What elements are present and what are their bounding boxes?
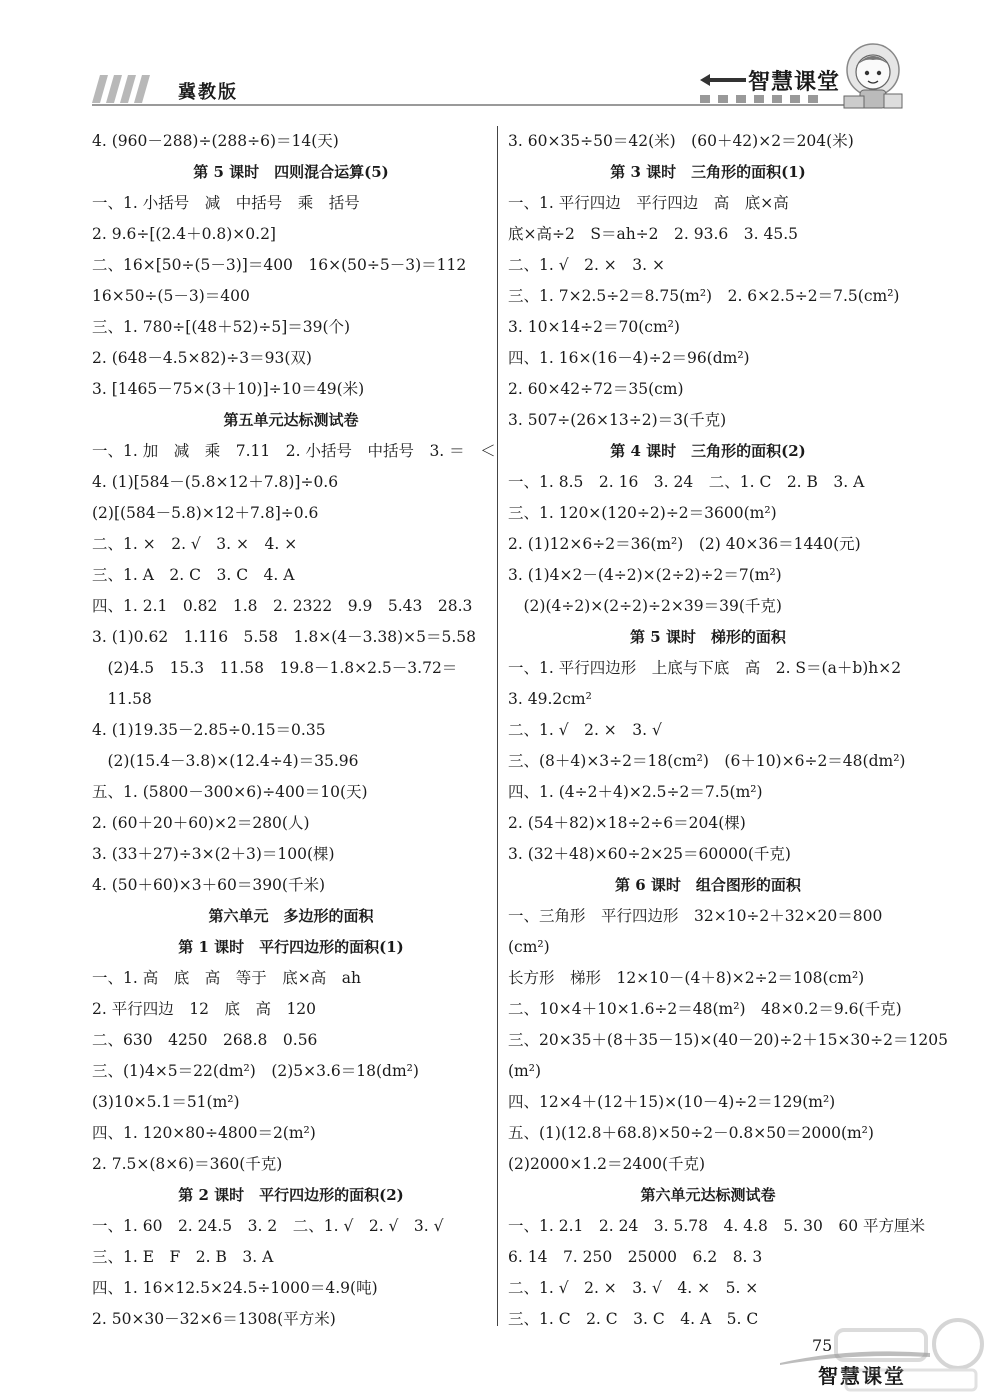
right-section-heading: 第 4 课时 三角形的面积(2) — [610, 442, 806, 460]
right-answer-line: 三、1. C 2. C 3. C 4. A 5. C — [508, 1310, 759, 1328]
right-answer-line: 三、20×35＋(8＋35－15)×(40－20)÷2＋15×30÷2＝1205 — [508, 1031, 948, 1049]
left-answer-line: 二、1. × 2. √ 3. × 4. × — [92, 535, 298, 553]
right-answer-line: 一、1. 2.1 2. 24 3. 5.78 4. 4.8 5. 30 60 平方厘米 — [508, 1217, 925, 1235]
left-answer-line: 四、1. 16×12.5×24.5÷1000＝4.9(吨) — [92, 1279, 378, 1297]
left-answer-line: 三、1. E F 2. B 3. A — [92, 1248, 274, 1266]
right-answer-line: 三、1. 7×2.5÷2＝8.75(m²) 2. 6×2.5÷2＝7.5(cm²) — [508, 287, 900, 305]
left-answer-line: 4. (1)[584－(5.8×12＋7.8)]÷0.6 — [92, 473, 339, 491]
right-answer-line: 2. 60×42÷72＝35(cm) — [508, 380, 684, 398]
left-answer-line: 2. (648－4.5×82)÷3＝93(双) — [92, 349, 312, 367]
left-answer-line: 一、1. 小括号 减 中括号 乘 括号 — [92, 194, 360, 212]
right-answer-line: 一、1. 平行四边形 上底与下底 高 2. S＝(a＋b)h×2 — [508, 659, 902, 677]
right-answer-line: 3. 49.2cm² — [508, 690, 592, 708]
left-section-heading: 第 1 课时 平行四边形的面积(1) — [178, 938, 404, 956]
left-answer-line: 二、16×[50÷(5－3)]＝400 16×(50÷5－3)＝112 — [92, 256, 467, 274]
right-answer-line: 四、12×4＋(12＋15)×(10－4)÷2＝129(m²) — [508, 1093, 836, 1111]
left-answer-line: 2. 50×30－32×6＝1308(平方米) — [92, 1310, 336, 1328]
right-answer-line: 二、1. √ 2. × 3. × — [508, 256, 665, 274]
left-answer-line: 三、1. A 2. C 3. C 4. A — [92, 566, 295, 584]
right-section-heading: 第六单元达标测试卷 — [640, 1186, 776, 1204]
right-answer-line: 一、1. 8.5 2. 16 3. 24 二、1. C 2. B 3. A — [508, 473, 865, 491]
right-answer-line: 四、1. (4÷2＋4)×2.5÷2＝7.5(m²) — [508, 783, 763, 801]
right-answer-column — [508, 126, 948, 1335]
right-answer-line: 四、1. 16×(16－4)÷2＝96(dm²) — [508, 349, 750, 367]
right-answer-line: (m²) — [508, 1062, 542, 1080]
page-header — [0, 0, 1000, 118]
left-answer-line: 4. (50＋60)×3＋60＝390(千米) — [92, 876, 326, 894]
right-answer-line: 3. 10×14÷2＝70(cm²) — [508, 318, 680, 336]
right-answer-line: 一、1. 平行四边 平行四边 高 底×高 — [508, 194, 789, 212]
brand-title: 智慧课堂 — [748, 69, 841, 95]
right-answer-line: 二、1. √ 2. × 3. √ 4. × 5. × — [508, 1279, 759, 1297]
right-answer-line: 3. 507÷(26×13÷2)＝3(千克) — [508, 411, 727, 429]
right-answer-line: (2)2000×1.2＝2400(千克) — [508, 1155, 706, 1173]
left-section-heading: 第五单元达标测试卷 — [223, 411, 359, 429]
left-answer-line: (2)[(584－5.8)×12＋7.8]÷0.6 — [92, 504, 319, 522]
arrow-left-icon — [700, 73, 746, 87]
watermark-stamp-icon — [826, 1300, 986, 1396]
left-answer-line: 一、1. 60 2. 24.5 3. 2 二、1. √ 2. √ 3. √ — [92, 1217, 444, 1235]
right-answer-line: 五、(1)(12.8＋68.8)×50÷2－0.8×50＝2000(m²) — [508, 1124, 874, 1142]
left-answer-line: 2. 9.6÷[(2.4＋0.8)×0.2] — [92, 225, 276, 243]
left-answer-line: 2. 平行四边 12 底 高 120 — [92, 1000, 317, 1018]
left-answer-line: 4. (960－288)÷(288÷6)＝14(天) — [92, 132, 339, 150]
right-answer-line: 三、1. 120×(120÷2)÷2＝3600(m²) — [508, 504, 777, 522]
stripes-decoration-icon — [92, 75, 162, 105]
left-answer-line: 3. [1465－75×(3＋10)]÷10＝49(米) — [92, 380, 365, 398]
left-section-heading: 第 2 课时 平行四边形的面积(2) — [178, 1186, 404, 1204]
left-answer-line: 四、1. 120×80÷4800＝2(m²) — [92, 1124, 316, 1142]
right-answer-line: 2. (1)12×6÷2＝36(m²) (2) 40×36＝1440(元) — [508, 535, 861, 553]
right-answer-line: 3. (32＋48)×60÷2×25＝60000(千克) — [508, 845, 791, 863]
girl-mascot-icon — [840, 40, 906, 112]
left-answer-column — [92, 126, 496, 1335]
right-answer-line: 二、10×4＋10×1.6÷2＝48(m²) 48×0.2＝9.6(千克) — [508, 1000, 902, 1018]
left-section-heading: 第六单元 多边形的面积 — [208, 907, 374, 925]
left-answer-line: 3. (33＋27)÷3×(2＋3)＝100(棵) — [92, 845, 335, 863]
left-answer-line: 2. (60＋20＋60)×2＝280(人) — [92, 814, 310, 832]
column-divider — [497, 126, 498, 1326]
edition-label: 冀教版 — [178, 82, 238, 103]
right-answer-line: 底×高÷2 S＝ah÷2 2. 93.6 3. 45.5 — [508, 225, 798, 243]
left-answer-line: 三、1. 780÷[(48＋52)÷5]＝39(个) — [92, 318, 351, 336]
right-section-heading: 第 3 课时 三角形的面积(1) — [610, 163, 806, 181]
right-answer-line: (cm²) — [508, 938, 550, 956]
left-answer-line: 一、1. 加 减 乘 7.11 2. 小括号 中括号 3. ＝ ＜ — [92, 442, 496, 460]
left-answer-line: (2)4.5 15.3 11.58 19.8－1.8×2.5－3.72＝ — [92, 659, 458, 677]
left-answer-line: 3. (1)0.62 1.116 5.58 1.8×(4－3.38)×5＝5.58 — [92, 628, 477, 646]
right-answer-line: (2)(4÷2)×(2÷2)÷2×39＝39(千克) — [508, 597, 782, 615]
right-section-heading: 第 5 课时 梯形的面积 — [630, 628, 786, 646]
page-number: 75 — [812, 1336, 833, 1355]
dashes-decoration-icon — [700, 93, 830, 105]
left-section-heading: 第 5 课时 四则混合运算(5) — [193, 163, 389, 181]
left-answer-line: 2. 7.5×(8×6)＝360(千克) — [92, 1155, 283, 1173]
right-answer-line: 一、三角形 平行四边形 32×10÷2＋32×20＝800 — [508, 907, 883, 925]
left-answer-line: 二、630 4250 268.8 0.56 — [92, 1031, 318, 1049]
right-answer-line: 三、(8＋4)×3÷2＝18(cm²) (6＋10)×6÷2＝48(dm²) — [508, 752, 906, 770]
right-section-heading: 第 6 课时 组合图形的面积 — [615, 876, 801, 894]
left-answer-line: 三、(1)4×5＝22(dm²) (2)5×3.6＝18(dm²) — [92, 1062, 419, 1080]
left-answer-line: 16×50÷(5－3)＝400 — [92, 287, 250, 305]
right-answer-line: 6. 14 7. 250 25000 6.2 8. 3 — [508, 1248, 763, 1266]
right-answer-line: 3. (1)4×2－(4÷2)×(2÷2)÷2＝7(m²) — [508, 566, 782, 584]
left-answer-line: (3)10×5.1＝51(m²) — [92, 1093, 240, 1111]
right-answer-line: 长方形 梯形 12×10－(4＋8)×2÷2＝108(cm²) — [508, 969, 865, 987]
right-answer-line: 二、1. √ 2. × 3. √ — [508, 721, 662, 739]
left-answer-line: (2)(15.4－3.8)×(12.4÷4)＝35.96 — [92, 752, 359, 770]
left-answer-line: 11.58 — [92, 690, 152, 708]
right-answer-line: 2. (54＋82)×18÷2÷6＝204(棵) — [508, 814, 746, 832]
right-answer-line: 3. 60×35÷50＝42(米) (60＋42)×2＝204(米) — [508, 132, 854, 150]
left-answer-line: 4. (1)19.35－2.85÷0.15＝0.35 — [92, 721, 326, 739]
left-answer-line: 一、1. 高 底 高 等于 底×高 ah — [92, 969, 361, 987]
left-answer-line: 五、1. (5800－300×6)÷400＝10(天) — [92, 783, 368, 801]
footer-brand: 智慧课堂 — [818, 1364, 906, 1388]
left-answer-line: 四、1. 2.1 0.82 1.8 2. 2322 9.9 5.43 28.3 — [92, 597, 473, 615]
